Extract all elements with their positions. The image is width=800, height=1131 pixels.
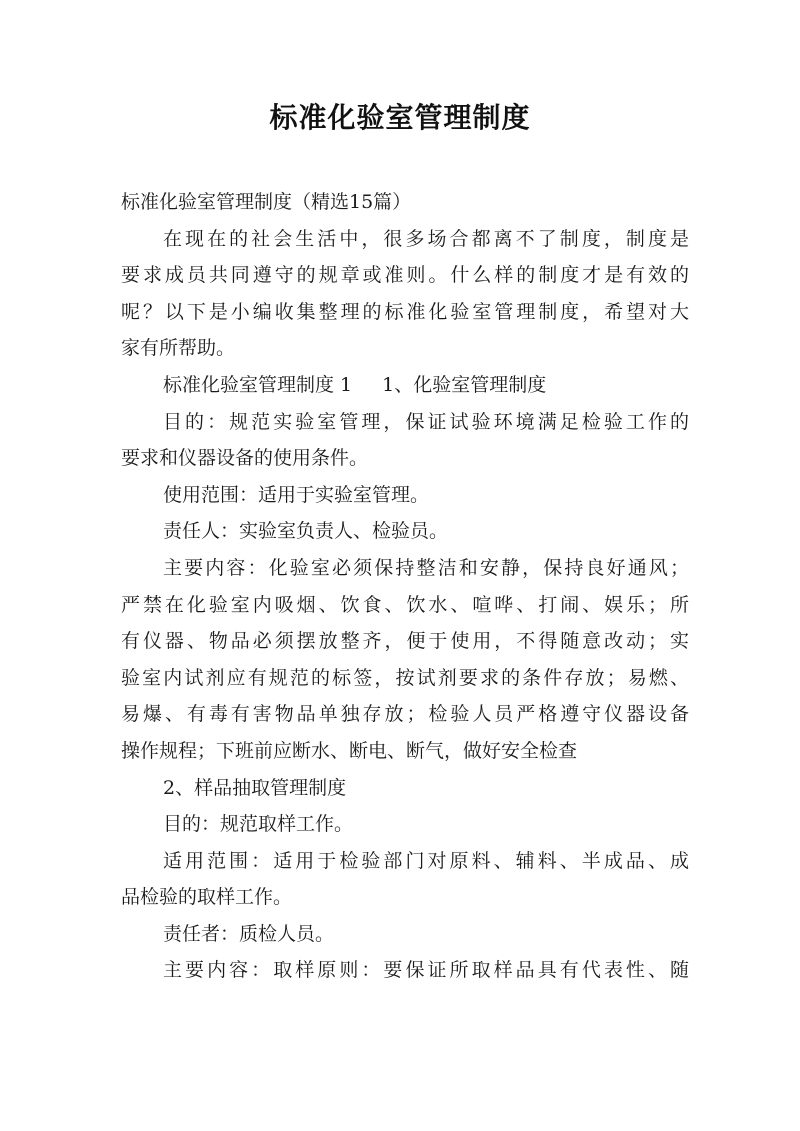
paragraph-line: 家有所帮助。 <box>121 337 236 360</box>
paragraph-line: 易爆、有毒有害物品单独存放；检验人员严格遵守仪器设备 <box>121 703 689 726</box>
paragraph-line: 使用范围：适用于实验室管理。 <box>163 483 430 506</box>
paragraph-line: 主要内容：取样原则：要保证所取样品具有代表性、随 <box>163 959 689 982</box>
paragraph-line: 要求成员共同遵守的规章或准则。什么样的制度才是有效的 <box>121 264 689 287</box>
paragraph-line: 有仪器、物品必须摆放整齐，便于使用，不得随意改动；实 <box>121 630 689 653</box>
section-heading-line <box>121 367 689 404</box>
paragraph-line: 目的：规范取样工作。 <box>163 813 354 836</box>
section-heading: 标准化验室管理制度 1 <box>163 373 353 396</box>
paragraph-line: 要求和仪器设备的使用条件。 <box>121 447 369 470</box>
paragraph-line: 责任人：实验室负责人、检验员。 <box>163 520 449 543</box>
paragraph-line: 严禁在化验室内吸烟、饮食、饮水、喧哗、打闹、娱乐；所 <box>121 593 689 616</box>
document-body <box>121 184 689 989</box>
paragraph-line: 主要内容：化验室必须保持整洁和安静，保持良好通风； <box>163 556 689 579</box>
paragraph-line: 验室内试剂应有规范的标签，按试剂要求的条件存放；易燃、 <box>121 666 689 689</box>
subsection-heading: 1、化验室管理制度 <box>382 373 547 396</box>
paragraph-line: 操作规程；下班前应断水、断电、断气，做好安全检查 <box>121 739 578 762</box>
paragraph-line: 适用范围：适用于检验部门对原料、辅料、半成品、成 <box>163 849 689 872</box>
paragraph-line: 责任者：质检人员。 <box>163 922 335 945</box>
paragraph-line: 在现在的社会生活中，很多场合都离不了制度，制度是 <box>163 227 689 250</box>
document-title: 标准化验室管理制度 <box>269 101 531 134</box>
subtitle-line: 标准化验室管理制度（精选15篇） <box>121 191 412 213</box>
paragraph-line: 呢？以下是小编收集整理的标准化验室管理制度，希望对大 <box>121 300 689 323</box>
paragraph-line: 目的：规范实验室管理，保证试验环境满足检验工作的 <box>163 410 689 433</box>
paragraph-line: 品检验的取样工作。 <box>121 886 293 909</box>
subsection-heading: 2、样品抽取管理制度 <box>163 776 347 799</box>
